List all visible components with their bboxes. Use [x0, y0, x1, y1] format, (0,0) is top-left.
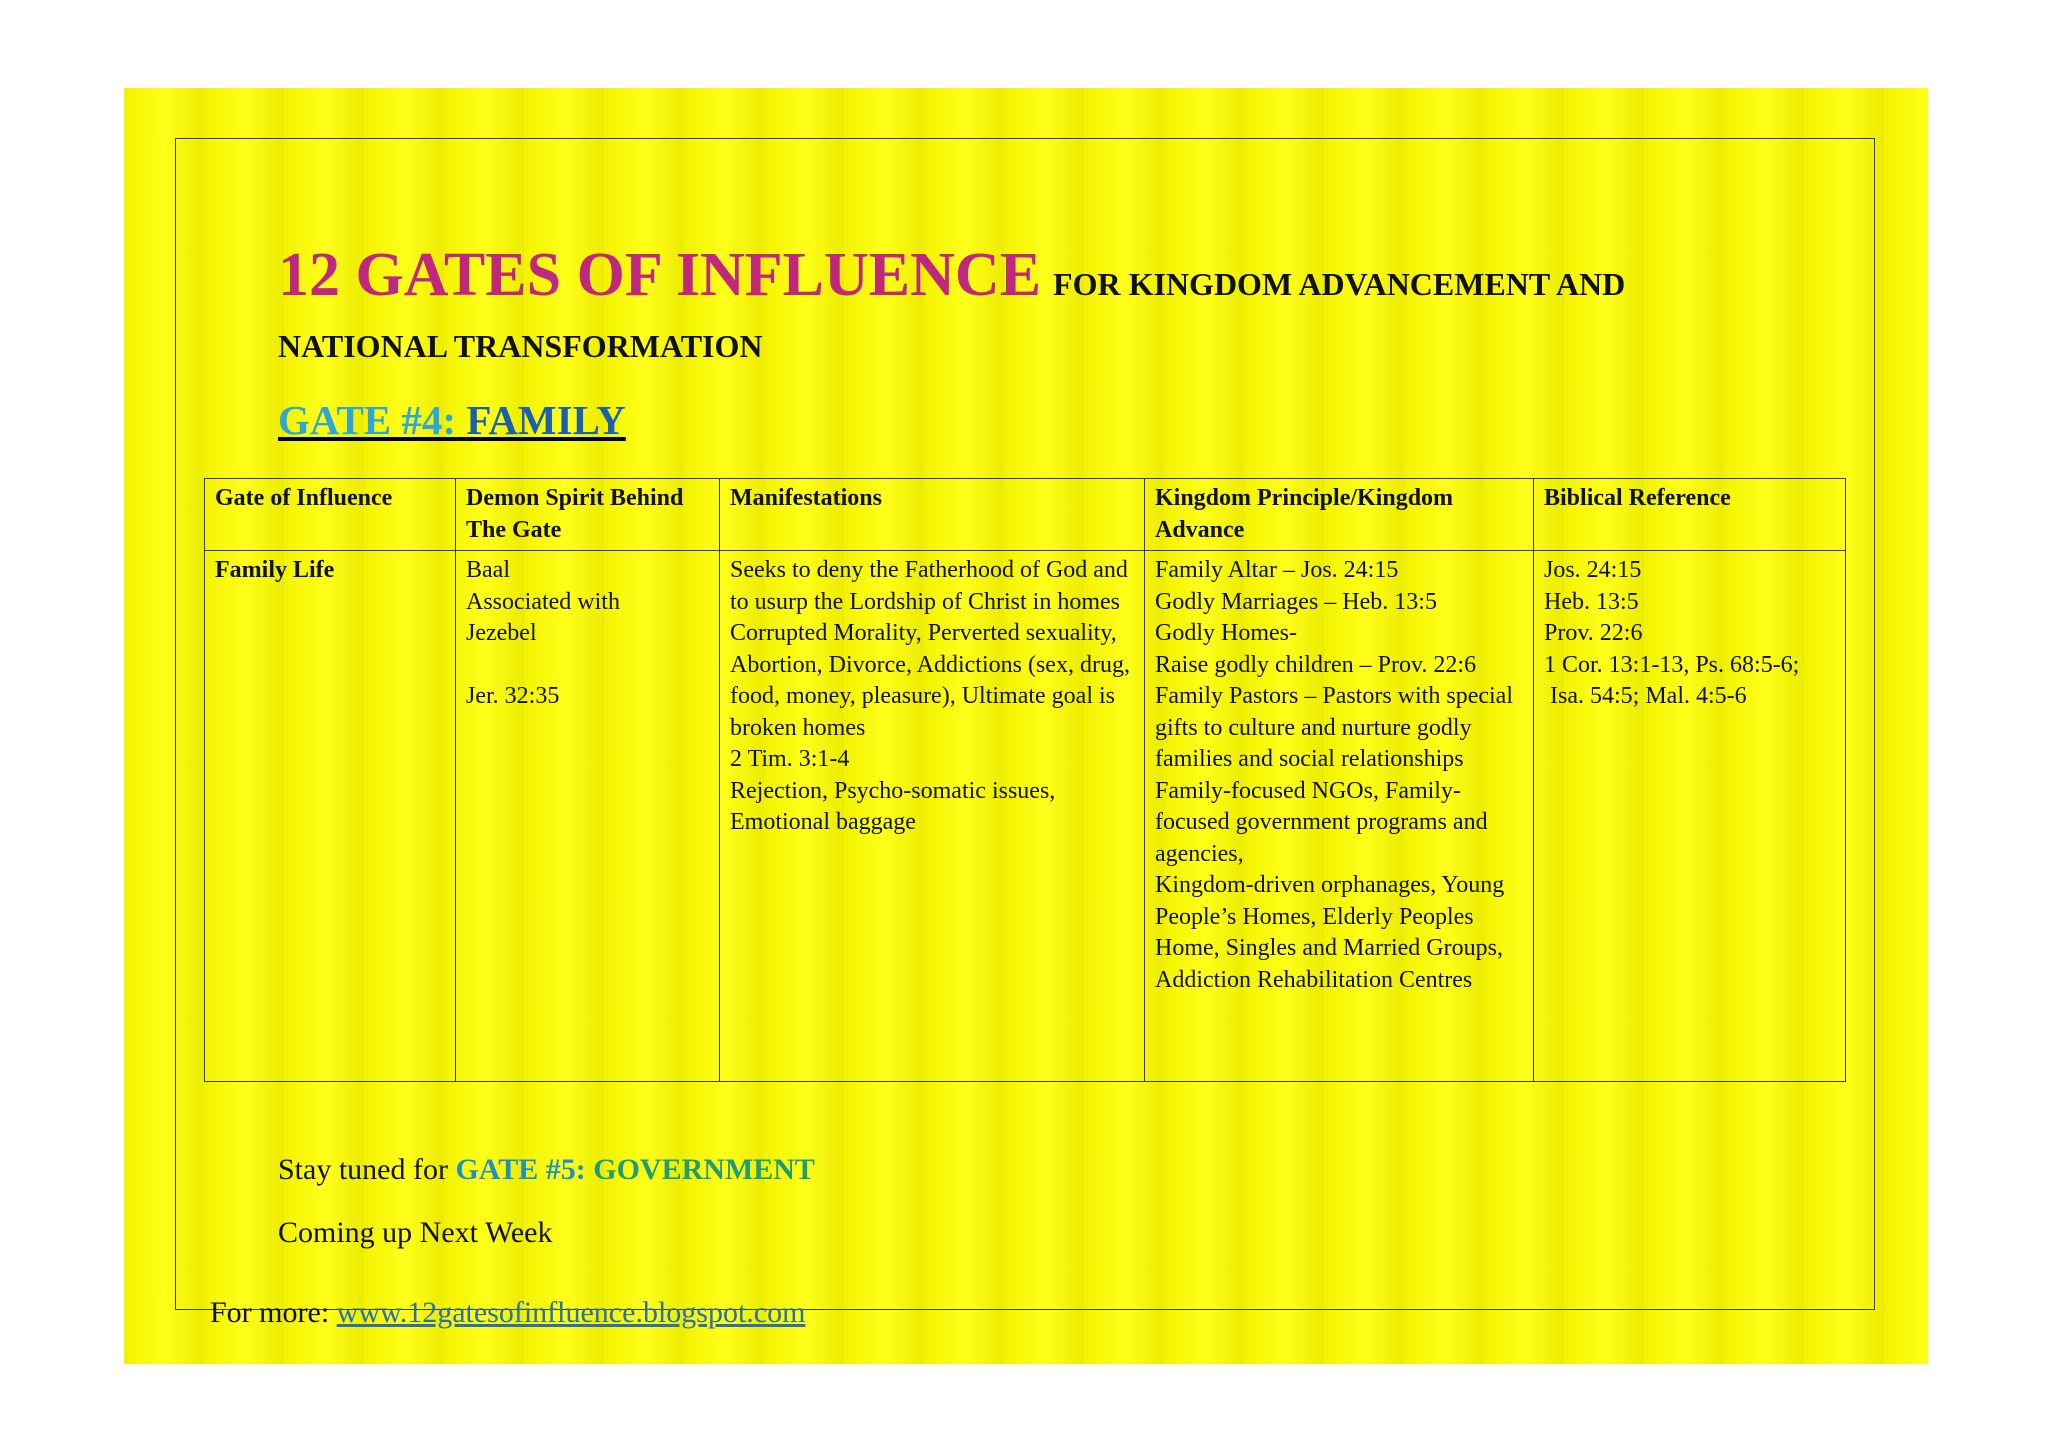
- cell-gate: [205, 551, 456, 1082]
- subtitle: FOR KINGDOM ADVANCEMENT AND: [1053, 266, 1626, 302]
- subtitle-line-2: NATIONAL TRANSFORMATION: [278, 328, 763, 364]
- kingdom-item: Godly Marriages – Heb. 13:5: [1155, 588, 1437, 615]
- demon-line: Baal: [466, 557, 510, 583]
- next-gate-name: GOVERNMENT: [593, 1153, 815, 1186]
- col-header-manifestations: Manifestations: [720, 479, 1145, 551]
- reference-item: Isa. 54:5; Mal. 4:5-6: [1544, 683, 1747, 709]
- col-header-reference: Biblical Reference: [1534, 479, 1846, 551]
- kingdom-item: Family-focused NGOs, Family-focused government programs and agencies,: [1155, 777, 1488, 867]
- reference-item: Heb. 13:5: [1544, 588, 1639, 615]
- demon-line: Associated with: [466, 588, 620, 615]
- reference-item: Prov. 22:6: [1544, 620, 1643, 646]
- col-header-kingdom: Kingdom Principle/Kingdom Advance: [1145, 479, 1534, 551]
- col-header-gate: Gate of Influence: [205, 479, 456, 551]
- gates-table: [204, 478, 1846, 1082]
- gate-heading: [278, 396, 626, 444]
- demon-line: Jer. 32:35: [466, 683, 560, 709]
- demon-line: Jezebel: [466, 620, 537, 646]
- kingdom-item: Family Altar – Jos. 24:15: [1155, 557, 1399, 583]
- cell-reference: [1534, 551, 1846, 1082]
- blog-link[interactable]: www.12gatesofinfluence.blogspot.com: [336, 1296, 806, 1329]
- more-prefix: For more:: [210, 1296, 337, 1329]
- demon-spacer: [466, 650, 709, 682]
- kingdom-item: Raise godly children – Prov. 22:6: [1155, 651, 1477, 678]
- manifestation-item: 2 Tim. 3:1-4: [730, 746, 850, 772]
- reference-item: Jos. 24:15: [1544, 557, 1642, 583]
- more-info-line: [210, 1296, 805, 1330]
- table-row: [205, 551, 1846, 1082]
- coming-up-text: Coming up Next Week: [278, 1216, 553, 1249]
- manifestation-item: Rejection, Psycho-somatic issues, Emotional baggage: [730, 777, 1056, 835]
- stay-tuned-prefix: Stay tuned for: [278, 1153, 456, 1186]
- poster-page: [124, 88, 1928, 1364]
- manifestation-item: Corrupted Morality, Perverted sexuality, Abortion, Divorce, Addictions (sex, drug, food, money, pleasure), Ultimate goal is broken homes: [730, 620, 1130, 741]
- gate-number: GATE #4:: [278, 397, 457, 443]
- stay-tuned-line: [278, 1153, 815, 1187]
- table-header-row: [205, 479, 1846, 551]
- next-gate-number: GATE #5: [455, 1153, 576, 1186]
- cell-kingdom: [1145, 551, 1534, 1082]
- manifestation-item: Seeks to deny the Fatherhood of God and to usurp the Lordship of Christ in homes: [730, 557, 1128, 615]
- main-title: 12 GATES OF INFLUENCE: [278, 241, 1042, 309]
- kingdom-item: Family Pastors – Pastors with special gifts to culture and nurture godly families and social relationships: [1155, 683, 1513, 772]
- cell-demon: [456, 551, 720, 1082]
- reference-item: 1 Cor. 13:1-13, Ps. 68:5-6;: [1544, 651, 1800, 678]
- kingdom-item: Godly Homes-: [1155, 620, 1297, 646]
- gate-value: Family Life: [215, 557, 335, 583]
- gate-name: FAMILY: [466, 397, 626, 443]
- kingdom-item: Kingdom-driven orphanages, Young People’s Homes, Elderly Peoples Home, Singles and Married Groups, Addiction Rehabilitation Centres: [1155, 872, 1505, 993]
- next-gate-separator: :: [575, 1153, 594, 1186]
- col-header-demon: Demon Spirit Behind The Gate: [456, 479, 720, 551]
- title-line: [278, 240, 1625, 311]
- cell-manifestations: [720, 551, 1145, 1082]
